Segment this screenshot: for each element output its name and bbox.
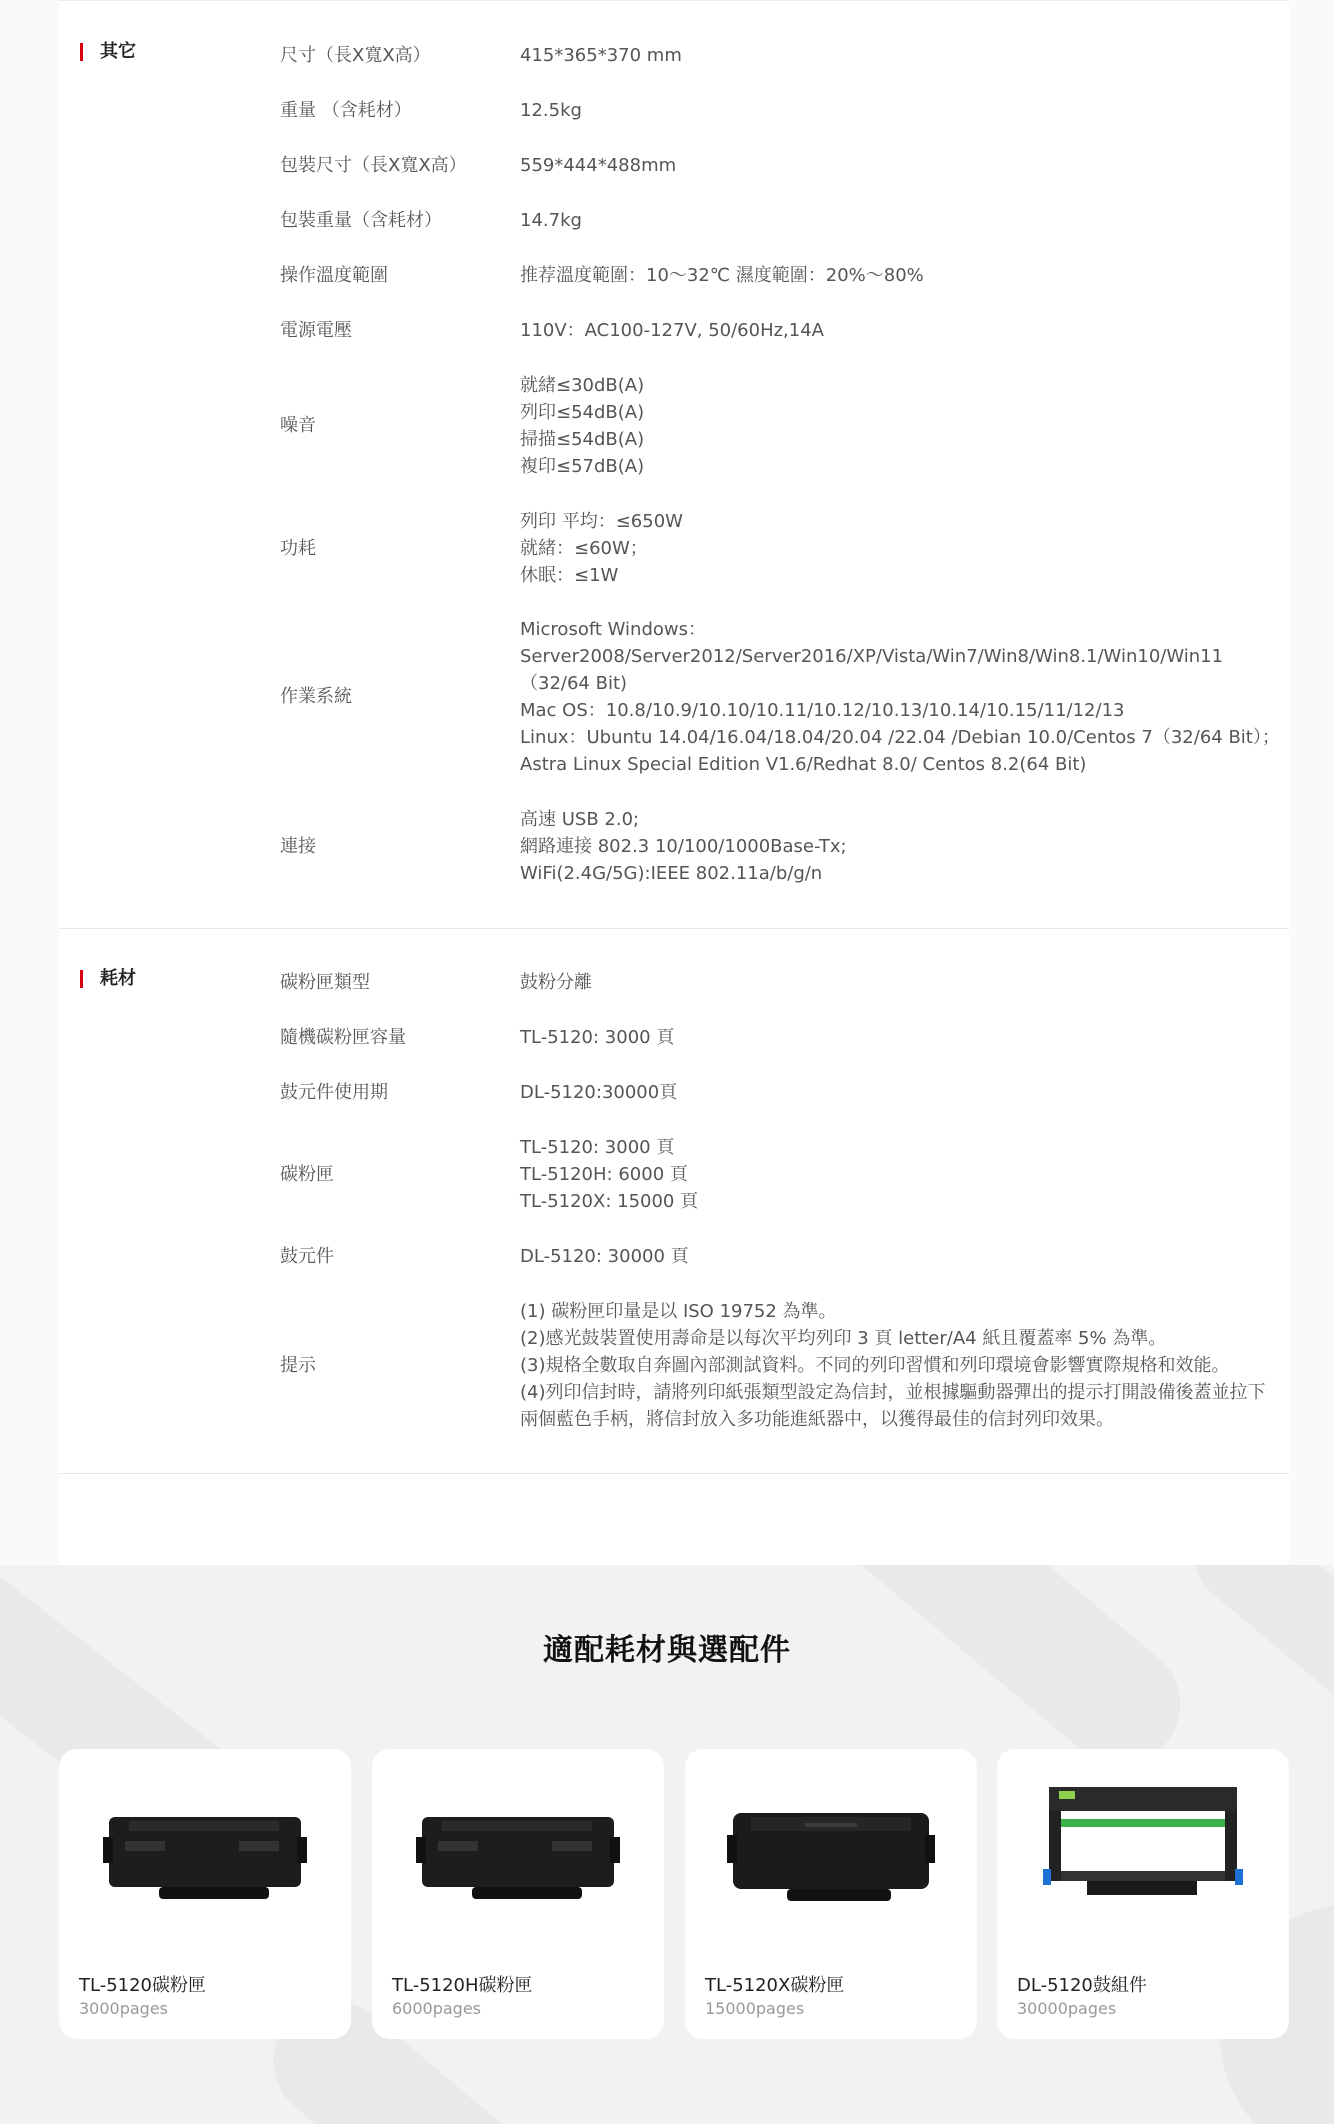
spec-value: 就緒≤30dB(A) 列印≤54dB(A) 掃描≤54dB(A) 複印≤57dB(A) — [520, 375, 645, 477]
spec-value: 14.7kg — [520, 210, 582, 231]
accessory-card-tl5120x[interactable] — [685, 1749, 977, 2039]
spec-value: 110V：AC100-127V, 50/60Hz,14A — [520, 320, 824, 341]
spec-value: 12.5kg — [520, 100, 582, 121]
spec-value: DL-5120:30000頁 — [520, 1082, 678, 1103]
accessory-name: TL-5120H碳粉匣 — [392, 1975, 533, 1996]
section-title-consumables: 耗材 — [80, 966, 136, 992]
spec-label: 包裝尺寸（長X寬X高） — [280, 155, 467, 176]
spec-label: 作業系統 — [280, 686, 352, 707]
spec-label: 操作溫度範圍 — [280, 265, 388, 286]
spec-value: (1) 碳粉匣印量是以 ISO 19752 為準。 (2)感光鼓裝置使用壽命是以每次平均列印 3 頁 letter/A4 紙且覆蓋率 5% 為準。 (3)規格全數取自奔圖內部測試資料。不同的列印習慣和列印環境會影響實際規格和效能。 (4)列印信封時，請將列印紙張類型設定為信封，並根據驅動器彈出的提示打開設備後蓋並拉下 兩個藍色手柄，將信封放入多功能進紙器中，以獲得最佳的信封列印效果。 — [520, 1301, 1266, 1430]
accessory-pages: 3000pages — [79, 1999, 169, 2018]
spec-value: 鼓粉分離 — [520, 972, 592, 993]
section-divider — [59, 928, 1289, 929]
toner-cartridge-icon — [725, 1789, 937, 1909]
spec-value: 推荐溫度範圍：10～32℃ 濕度範圍：20%～80% — [520, 265, 924, 286]
accessory-pages: 6000pages — [392, 1999, 482, 2018]
section-divider — [59, 1473, 1289, 1474]
spec-label: 碳粉匣 — [280, 1164, 334, 1185]
accessories-title: 適配耗材與選配件 — [543, 1633, 791, 1668]
spec-value: 415*365*370 mm — [520, 45, 682, 66]
spec-value: Microsoft Windows： Server2008/Server2012/Server2016/XP/Vista/Win7/Win8/Win8.1/Win10/Win11 （32/64 Bit) Mac OS：10.8/10.9/10.10/10.11/10.12/10.13/10.14/10.15/11/12/13 Linux：Ubuntu 14.04/16.04/18.04/20.04 /22.04 /Debian 10.0/Centos 7（32/64 Bit）； Astra Linux Special Edition V1.6/Redhat 8.0/ Centos 8.2(64 Bit) — [520, 619, 1280, 775]
spec-label: 鼓元件使用期 — [280, 1082, 388, 1103]
spec-label: 噪音 — [280, 415, 316, 436]
accessory-card-dl5120[interactable] — [997, 1749, 1289, 2039]
spec-label: 重量 （含耗材） — [280, 100, 412, 121]
spec-value: 列印 平均：≤650W 就緒：≤60W； 休眠：≤1W — [520, 511, 683, 586]
accessory-pages: 15000pages — [705, 1999, 805, 2018]
accessory-name: DL-5120鼓組件 — [1017, 1975, 1147, 1996]
spec-label: 功耗 — [280, 538, 316, 559]
section-title-other: 其它 — [80, 39, 136, 65]
toner-cartridge-icon — [412, 1789, 624, 1909]
spec-label: 提示 — [280, 1355, 316, 1376]
spec-label: 尺寸（長X寬X高） — [280, 45, 431, 66]
accessory-name: TL-5120X碳粉匣 — [705, 1975, 845, 1996]
drum-unit-icon — [1037, 1779, 1249, 1909]
accessory-card-tl5120[interactable] — [59, 1749, 351, 2039]
accessory-name: TL-5120碳粉匣 — [79, 1975, 207, 1996]
spec-label: 鼓元件 — [280, 1246, 334, 1267]
spec-value: TL-5120: 3000 頁 TL-5120H: 6000 頁 TL-5120X: 15000 頁 — [520, 1137, 699, 1212]
accessories-section — [0, 1565, 1334, 2124]
accessory-card-tl5120h[interactable] — [372, 1749, 664, 2039]
spec-label: 電源電壓 — [280, 320, 352, 341]
spec-value: 559*444*488mm — [520, 155, 677, 176]
toner-cartridge-icon — [99, 1789, 311, 1909]
spec-label: 隨機碳粉匣容量 — [280, 1027, 406, 1048]
spec-label: 碳粉匣類型 — [280, 972, 370, 993]
accessory-pages: 30000pages — [1017, 1999, 1117, 2018]
spec-value: TL-5120: 3000 頁 — [520, 1027, 675, 1048]
spec-label: 連接 — [280, 836, 316, 857]
spec-value: 高速 USB 2.0; 網路連接 802.3 10/100/1000Base-Tx; WiFi(2.4G/5G):IEEE 802.11a/b/g/n — [520, 809, 847, 884]
spec-value: DL-5120: 30000 頁 — [520, 1246, 689, 1267]
spec-label: 包裝重量（含耗材） — [280, 210, 442, 231]
top-divider — [59, 0, 1289, 1]
